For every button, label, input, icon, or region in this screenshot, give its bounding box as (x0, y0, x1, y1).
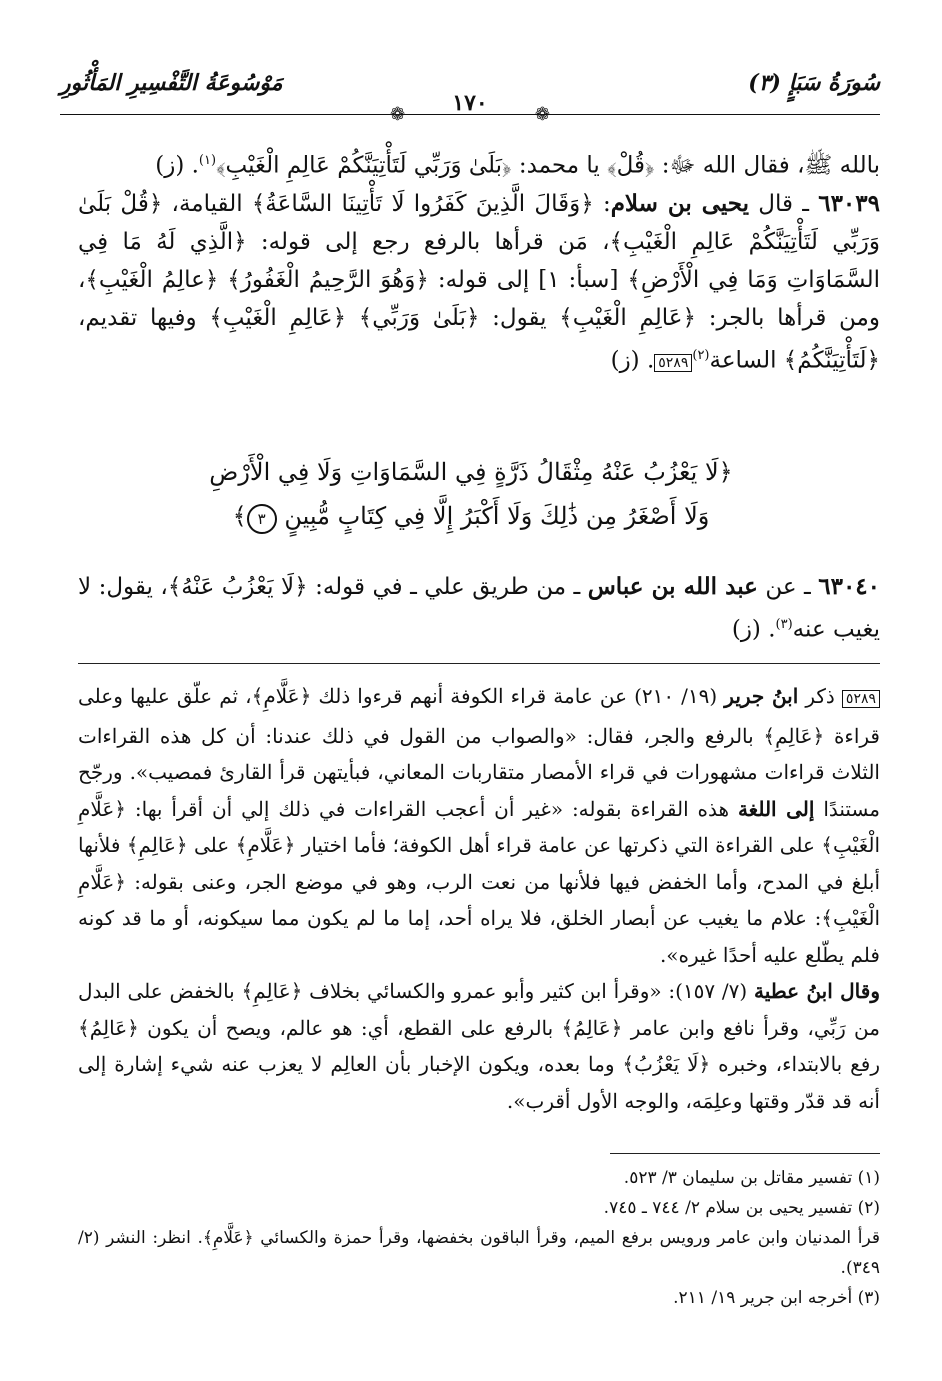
note-reference-box[interactable]: ٥٢٨٩ (654, 354, 692, 372)
note-author: وقال ابنُ عطية (753, 979, 880, 1003)
surah-title: سُورَةُ سَبَإٍ (٣) (748, 70, 880, 96)
verse-line: ﴿لَا يَعْزُبُ عَنْهُ مِثْقَالُ ذَرَّةٍ فِي السَّمَاوَاتِ وَلَا فِي الْأَرْضِ (209, 458, 733, 486)
entry-number: ٦٣٠٣٩ (818, 189, 880, 217)
scholarly-note (78, 678, 880, 1119)
note-paragraph (78, 973, 880, 1119)
verse-text: وَلَا أَصْغَرُ مِن ذَٰلِكَ وَلَا أَكْبَرُ إِلَّا فِي كِتَابٍ مُّبِينٍ (284, 502, 710, 530)
entry-block-2 (78, 568, 880, 649)
section-divider (78, 663, 880, 664)
ornament-icon: ❁ (390, 104, 406, 125)
attribution-mark: . (ز) (731, 616, 776, 643)
entry-paragraph (78, 568, 880, 649)
note-author: ابنُ جرير (724, 684, 799, 708)
entry-text: ـ عن (757, 574, 819, 600)
entry-text: : ﴿وَقَالَ الَّذِينَ كَفَرُوا لَا تَأْتِينَا السَّاعَةُ﴾ القيامة، ﴿قُلْ بَلَىٰ وَرَبِّي لَتَأْتِيَنَّكُمْ عَالِمِ الْغَيْبِ﴾، مَن قرأها بالرفع رجع إلى قوله: ﴿الَّذِي لَهُ مَا فِي السَّمَاوَاتِ وَمَا فِي الْأَرْضِ﴾ [سبأ: ١] إلى قوله: ﴿وَهُوَ الرَّحِيمُ الْغَفُورُ﴾ ﴿عالِمُ الْغَيْبِ﴾، ومن قرأها بالجر: ﴿عَالِمِ الْغَيْبِ﴾ يقول: ﴿بَلَىٰ وَرَبِّي﴾ ﴿عَالِمِ الْغَيْبِ﴾ وفيها تقديم، ﴿لَتَأْتِيَنَّكُمُ﴾ الساعة (78, 190, 880, 374)
note-text: (٧/ ١٥٧): «وقرأ ابن كثير وأبو عمرو والكسائي بخلاف ﴿عَالِمِ﴾ بالخفض على البدل من رَبِّي، وقرأ نافع وابن عامر ﴿عَالِمُ﴾ بالرفع على القطع، أي: هو عالم، ويصح أن يكون ﴿عَالِمُ﴾ رفع بالابتداء، وخبره ﴿لَا يَعْزُبُ﴾ وما بعده، ويكون الإخبار بأن العالِم لا يعزب عنه شيء إشارة إلى أنه قد قدّر وقتها وعلِمَه، والوجه الأول أقرب». (78, 979, 880, 1113)
note-number-box: ٥٢٨٩ (842, 690, 880, 708)
note-paragraph (78, 678, 880, 973)
note-text: ذكر (798, 684, 842, 708)
entry-paragraph (78, 185, 880, 383)
footnote: قرأ المدنيان وابن عامر ورويس برفع الميم، وقرأ الباقون بخفضها، وقرأ حمزة والكسائي ﴿عَلَّامِ﴾. انظر: النشر (٢/ ٣٤٩). (78, 1228, 880, 1278)
note-text: هذه القراءة بقوله: «غير أن أعجب القراءات في ذلك إلي أن أقرأ بها: ﴿عَلَّامِ الْغَيْبِ﴾ على القراءة التي ذكرتها عن عامة قراء أهل الكوفة؛ فأما اختيار ﴿عَلَّامِ﴾ على ﴿عَالِمِ﴾ فلأنها أبلغ في المدح، وأما الخفض فيها فلأنها من نعت الرب، وهو في موضع الجر، وعنى بقوله: ﴿عَلَّامِ الْغَيْبِ﴾: علام ما يغيب عن أبصار الخلق، فلا يراه أحد، إما ما لم يكون مما سيكونه، أو ما قد كونه فلم يطّلع عليه أحدًا غيره». (78, 796, 880, 967)
top-text-block (78, 142, 880, 382)
attribution-mark: . (ز) (610, 347, 655, 374)
footnote-divider (610, 1153, 880, 1154)
ayah-number-icon: ٣ (247, 504, 277, 534)
footnote-ref[interactable]: (٣) (775, 617, 793, 632)
footnotes (78, 1163, 880, 1313)
continuation-text: بالله ﷺ، فقال الله ﷻ: ﴿قُلْ﴾ يا محمد: ﴿بَلَىٰ وَرَبِّي لَتَأْتِيَنَّكُمْ عَالِمِ الْغَيْبِ﴾ (216, 152, 880, 179)
footnote: (١) تفسير مقاتل بن سليمان ٣/ ٥٢٣. (623, 1168, 880, 1188)
ornament-icon: ❁ (534, 104, 550, 125)
footnote: (٣) أخرجه ابن جرير ١٩/ ٢١١. (673, 1288, 880, 1308)
quran-verse (150, 450, 792, 538)
footnote: (٢) تفسير يحيى بن سلام ٢/ ٧٤٤ ـ ٧٤٥. (603, 1198, 880, 1218)
attribution-mark: . (ز) (155, 152, 199, 179)
header-rule (60, 114, 880, 115)
verse-bracket: ﴾ (232, 502, 247, 530)
entry-text: ـ من طريق علي ـ في قوله: ﴿لَا يَعْزُبُ عَنْهُ﴾، يقول: لا يغيب عنه (78, 574, 880, 643)
entry-text: ـ قال (749, 190, 819, 217)
page-number: ١٧٠ (452, 90, 488, 116)
footnote-ref[interactable]: (١) (198, 153, 217, 168)
entry-author: يحيى بن سلام (610, 189, 750, 217)
footnote-ref[interactable]: (٢) (692, 347, 710, 363)
continuation-paragraph (78, 142, 880, 185)
book-title: مَوْسُوعَةُ التَّفْسِيرِ المَأْثُورِ (60, 70, 283, 96)
page-header (60, 62, 880, 125)
entry-author: عبد الله بن عباس (587, 573, 758, 600)
verse-line (150, 494, 792, 538)
entry-number: ٦٣٠٤٠ (818, 573, 881, 600)
note-text: (١٩/ ٢١٠) عن عامة قراء الكوفة أنهم قرءوا ذلك ﴿عَلَّامِ﴾، ثم علّق عليها وعلى قراءة ﴿عَالِمِ﴾ بالرفع والجر، فقال: «والصواب من القول في ذلك عندنا: أن كل هذه القراءات الثلاث قراءات مشهورات في قراء الأمصار متقاربات المعاني، فبأيتهن قرأ القارئ فمصيب». ورجّح مستندًا (78, 684, 880, 821)
note-emphasis: إلى اللغة (737, 796, 815, 821)
